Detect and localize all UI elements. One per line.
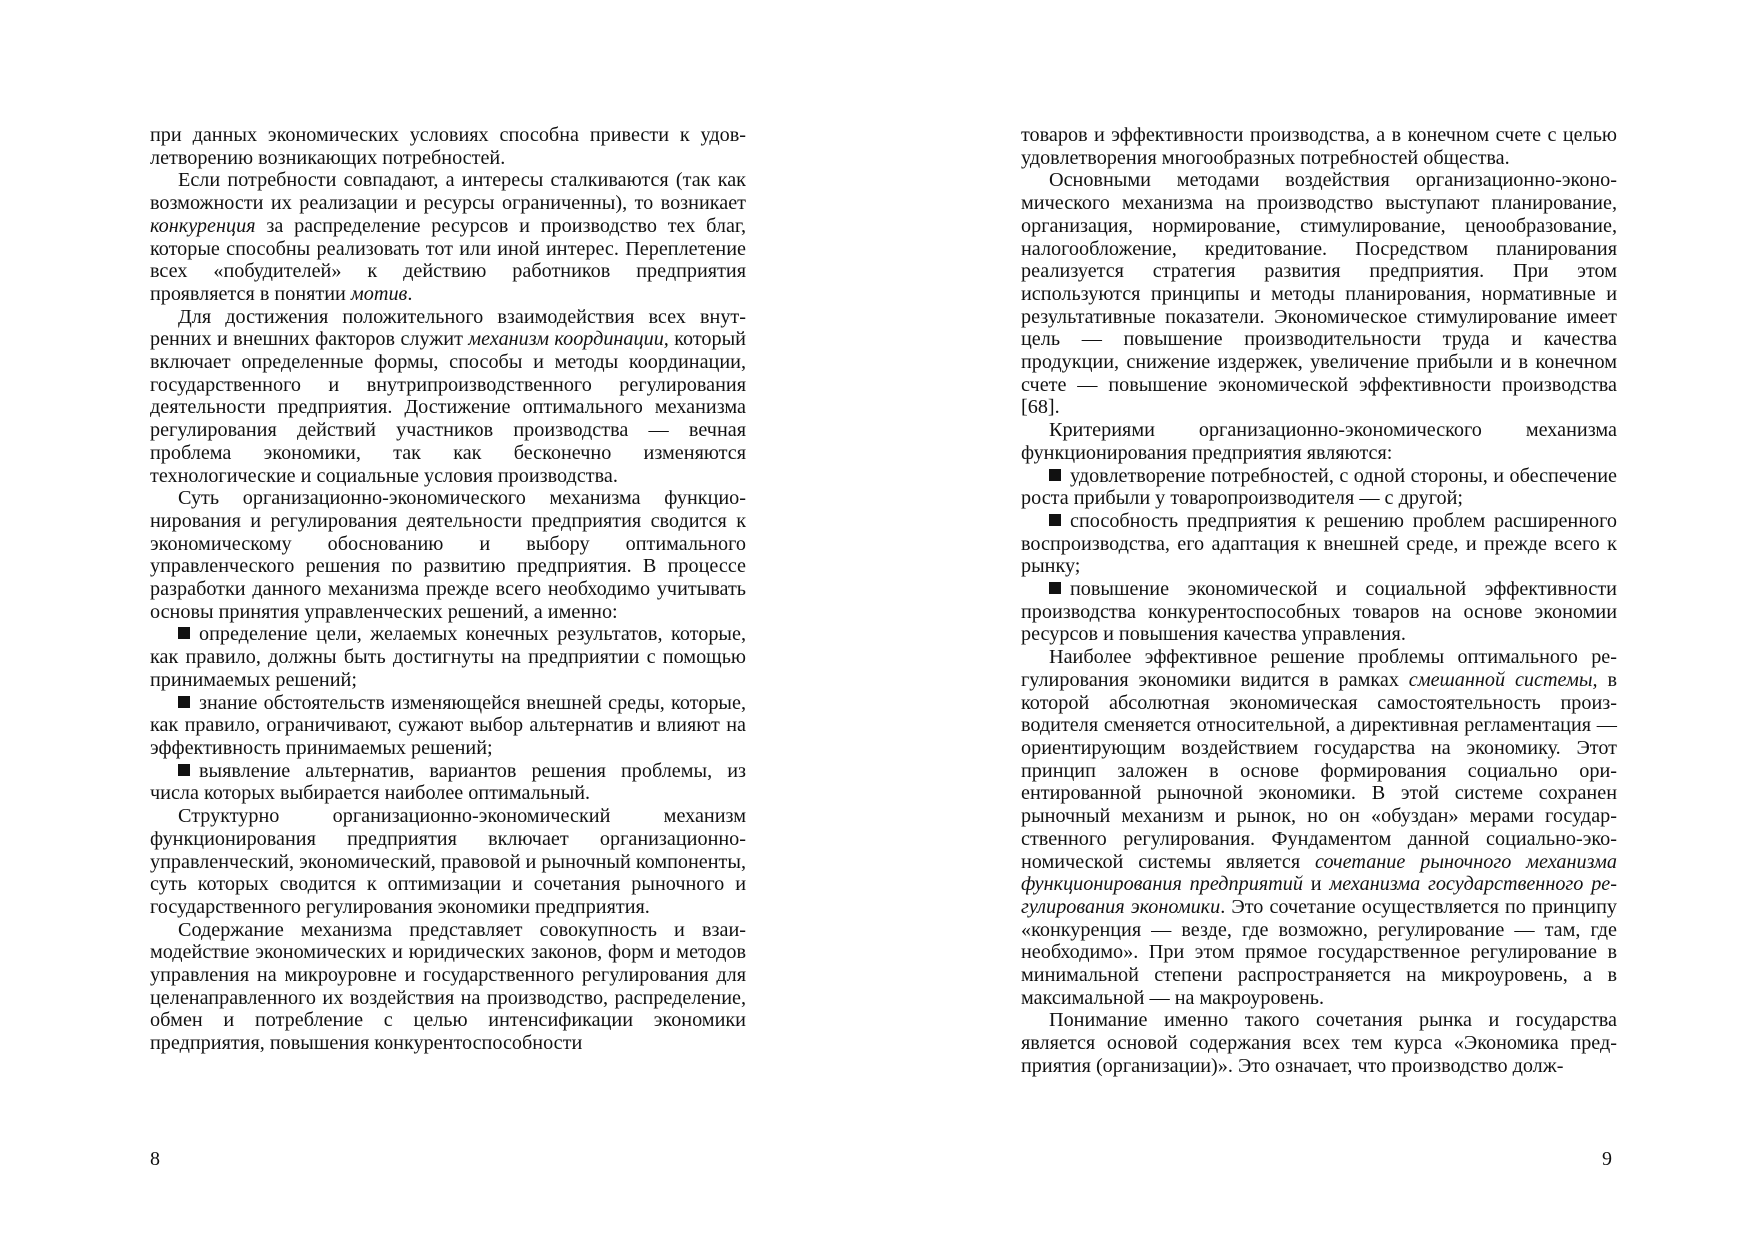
paragraph	[150, 169, 746, 305]
paragraph	[150, 805, 746, 919]
paragraph	[1021, 419, 1617, 464]
bullet-item	[1021, 578, 1617, 646]
square-bullet-icon	[1049, 469, 1061, 481]
text-segment: Критериями организационно-экономического механизма функционирования предприятия являются:	[1021, 419, 1617, 464]
right-page-number: 9	[1602, 1148, 1612, 1170]
text-segment: Если потребности совпадают, а интересы сталкиваются (так как возможности их реализации и ресурсы ограниченны), то возникает	[150, 169, 746, 215]
left-page	[0, 0, 875, 1240]
text-segment: знание обстоятельств изменяющейся внешней среды, которые, как правило, ограничивают, сужают выбор альтернатив и влияют на эффективность принимаемых решений;	[150, 691, 746, 759]
paragraph	[1021, 646, 1617, 1009]
paragraph	[1021, 1009, 1617, 1077]
text-segment: повышение экономической и социальной эффективности производства конкурентоспособных товаров на основе экономии ресурсов и повышения качества управления.	[1021, 578, 1617, 646]
left-page-number: 8	[150, 1148, 160, 1170]
italic-term: сочетание рыночного механизма функционирования предприятий	[1021, 850, 1617, 896]
text-segment: Понимание именно такого сочетания рынка и государства является основой содержания всех тем курса «Экономика предприятия (организации)». Это означает, что производство долж-	[1021, 1009, 1617, 1077]
italic-term: смешанной системы,	[1408, 668, 1598, 691]
bullet-item	[1021, 465, 1617, 510]
text-segment: Структурно организационно-экономический механизм функционирования предприятия включает организационно-управленческий, экономический, правовой и рыночный компоненты, суть которых сводится к оптимизации и сочетания рыночного и государственного регулирования экономики предприятия.	[150, 805, 746, 918]
text-segment: способность предприятия к решению проблем расширенного воспроизводства, его адаптация к внешней среде, и прежде всего к рынку;	[1021, 509, 1617, 578]
square-bullet-icon	[1049, 514, 1061, 526]
text-segment: определение цели, желаемых конечных результатов, которые, как правило, должны быть достигнуты на предприятии с помощью принимаемых решений;	[150, 623, 746, 691]
left-text-column	[150, 124, 746, 1055]
paragraph	[150, 124, 746, 169]
text-segment: и	[1302, 873, 1330, 896]
text-segment: товаров и эффективности производства, а в конечном счете с целью удовлетворения многообразных потребностей общества.	[1021, 124, 1617, 169]
paragraph	[1021, 124, 1617, 169]
italic-term: механизма государственного регулирования экономики	[1021, 873, 1617, 918]
text-segment: Содержание механизма представляет совокупность и взаимодействие экономических и юридических законов, форм и методов управления на микроуровне и государственного регулирования для целенаправленного их воздействия на производство, распределение, обмен и потребление с целью интенсификации экономики предприятия, повышения конкурентоспособности	[150, 918, 746, 1055]
bullet-item	[150, 692, 746, 760]
text-segment: который включает определенные формы, способы и методы координации, государственного и внутрипроизводственного регулирования деятельности предприятия. Достижение оптимального механизма регулирования действий участников производства — вечная проблема экономики, так как бесконечно изменяются технологические и социальные условия производства.	[150, 328, 746, 487]
square-bullet-icon	[1049, 582, 1061, 594]
italic-term: мотив	[350, 282, 408, 305]
square-bullet-icon	[178, 696, 190, 708]
bullet-item	[150, 760, 746, 805]
paragraph	[1021, 169, 1617, 419]
italic-term: конкуренция	[150, 214, 256, 237]
bullet-item	[1021, 510, 1617, 578]
text-segment: выявление альтернатив, вариантов решения проблемы, из числа которых выбирается наиболее оптимальный.	[150, 759, 746, 805]
paragraph	[150, 919, 746, 1055]
text-segment: .	[407, 282, 413, 305]
paragraph	[150, 306, 746, 488]
text-segment: Суть организационно-экономического механизма функционирования и регулирования деятельности предприятия сводится к экономическому обоснованию и выбору оптимального управленческого решения по развитию предприятия. В процессе разработки данного механизма прежде всего необходимо учитывать основы принятия управленческих решений, а именно:	[150, 487, 746, 623]
paragraph	[150, 487, 746, 623]
right-page	[876, 0, 1751, 1240]
text-segment: удовлетворение потребностей, с одной стороны, и обеспечение роста прибыли у товаропроизводителя — с другой;	[1021, 464, 1617, 510]
square-bullet-icon	[178, 627, 190, 639]
italic-term: механизм координации,	[468, 328, 669, 351]
right-text-column	[1021, 124, 1617, 1078]
text-segment: Наиболее эффективное решение проблемы оптимального регулирования экономики видится в рамках	[1021, 646, 1617, 691]
text-segment: за распределение ресурсов и производство тех благ, которые способны реализовать тот или иной интерес. Переплетение всех «побудителей» к действию работников предприятия проявляется в понятии	[150, 214, 746, 305]
square-bullet-icon	[178, 764, 190, 776]
text-segment: Основными методами воздействия организационно-экономического механизма на производство выступают планирование, организация, нормирование, стимулирование, ценообразование, налогообложение, кредитование. Посредством планирования реализуется стратегия развития предприятия. При этом используются принципы и методы планирования, нормативные и результативные показатели. Экономическое стимулирование имеет цель — повышение производительности труда и качества продукции, снижение издержек, увеличение прибыли и в конечном счете — повышение экономической эффективности производства [68].	[1021, 169, 1617, 419]
text-segment: при данных экономических условиях способна привести к удовлетворению возникающих потребностей.	[150, 124, 746, 169]
text-segment: . Это сочетание осуществляется по принципу «конкуренция — везде, где возможно, регулирование — там, где необходимо». При этом прямое государственное регулирование в минимальной степени распространяется на микроуровень, а в максимальной — на макроуровень.	[1021, 895, 1617, 1009]
bullet-item	[150, 623, 746, 691]
text-segment: Для достижения положительного взаимодействия всех внутренних и внешних факторов служит	[150, 305, 746, 351]
text-segment: в которой абсолютная экономическая самостоятельность производителя сменяется относительной, а директивная регламентация — ориентирующим воздействием государства на экономику. Этот принцип заложен в основе формирования социально ориентированной рыночной экономики. В этой системе сохранен рыночный механизм и рынок, но он «обуздан» мерами государственного регулирования. Фундаментом данной социально-экономической системы является	[1021, 668, 1617, 873]
